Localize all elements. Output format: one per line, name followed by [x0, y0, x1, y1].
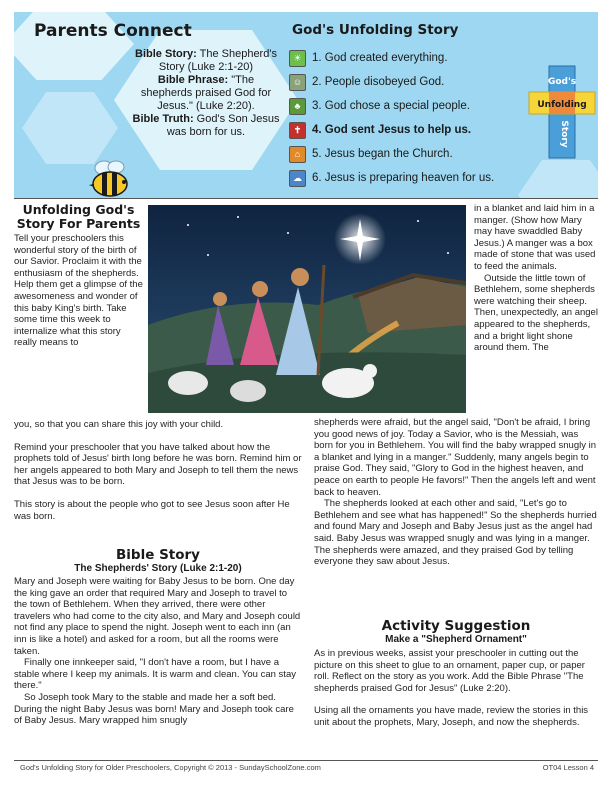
activity-paragraph: Using all the ornaments you have made, review the stories in this unit about the prophets, Mary, Joseph, and now the shepherds.: [314, 705, 589, 728]
story-paragraph: shepherds were afraid, but the angel said, "Don't be afraid, I bring you good news of joy. Today a Savior, who is the Messiah, was born for you in Bethlehem. You will find the baby wrapped snugly in a blanket and lying in a manger." Suddenly, many angels begin to praise God. They said, "Glory to God in the highest heaven, and peace on earth to people He favors!" Then the angels left and went back to heaven.: [314, 417, 597, 498]
lesson-code: OT04 Lesson 4: [542, 763, 594, 772]
story-step: [289, 94, 519, 118]
activity-text: [314, 648, 598, 740]
jesus-icon: ✝: [289, 122, 306, 139]
story-paragraph: Mary and Joseph were waiting for Baby Jesus to be born. One day the king gave an order that required Mary and Joseph to travel to the town of Bethlehem. When they arrived, there were other travelers who had come to the city also, and Mary and Joseph could not find any place to spend the night. Joseph went to each inn (an inn is like a hotel) and asked for a room, but all the rooms were taken.: [14, 576, 301, 657]
prophets-paragraph: Remind your preschooler that you have talked about how the prophets told of Jesus' birth long before he was born. Remind him or her angels appeared to both Mary and Joseph to tell them the news that Jesus was to be born.: [14, 441, 302, 488]
story-step: [289, 46, 519, 70]
parents-story-body: [14, 419, 302, 533]
tree-icon: ♣: [289, 98, 306, 115]
intro-paragraph-end: you, so that you can share this joy with your child.: [14, 419, 224, 430]
story-step: [289, 70, 519, 94]
bible-truth-label: Bible Truth:: [132, 113, 194, 125]
story-step-text: 1. God created everything.: [312, 52, 448, 64]
heaven-icon: ☁: [289, 170, 306, 187]
bible-story-heading-block: [14, 548, 302, 574]
story-paragraph: The shepherds looked at each other and said, "Let's go to Bethlehem and see what has happened!" So the shepherds hurried and found Mary and Joseph and Baby Jesus just as the angel had said. Baby Jesus was wrapped snugly and was lying in a manger. The shepherds were amazed, and they praised God by telling everyone they saw about Jesus.: [314, 498, 597, 568]
story-paragraph: So Joseph took Mary to the stable and made her a soft bed. During the night Baby Jesus was born! Mary and Joseph took care of Baby Jesus. Mary wrapped him snugly: [14, 691, 294, 727]
bible-story-label: Bible Story:: [135, 48, 197, 60]
story-paragraph: in a blanket and laid him in a manger. (Show how Mary may have swaddled Baby Jesus.) A manger was a box made of stone that was used to feed the animals.: [474, 203, 596, 272]
intro-paragraph: Tell your preschoolers this wonderful story of the birth of our Savior. Proclaim it with the enthusiasm of the shepherds. Help them get a glimpse of the awesomeness and wonder of this baby King's birth. Take some time this week to internalize what this story really means to: [14, 233, 143, 349]
cross-word-3: Story: [559, 120, 569, 148]
story-continued-top: [474, 203, 598, 354]
activity-heading: Activity Suggestion: [381, 618, 531, 634]
story-step: [289, 142, 519, 166]
parents-story-intro: [14, 203, 143, 349]
story-steps-list: [289, 46, 519, 190]
creation-icon: ☀: [289, 50, 306, 67]
bee-icon: [88, 160, 134, 200]
story-step-text: 4. God sent Jesus to help us.: [312, 124, 472, 136]
bible-story-subheading: The Shepherds' Story (Luke 2:1-20): [74, 563, 242, 574]
people-icon: ☺: [289, 74, 306, 91]
page-title: Parents Connect: [34, 21, 192, 41]
story-paragraph: Finally one innkeeper said, "I don't have a room, but I have a stable where I keep my animals. It is warm and clean. You can stay there.": [14, 657, 296, 692]
bible-story-heading: Bible Story: [116, 547, 200, 563]
story-step: [289, 166, 519, 190]
story-step-text: 5. Jesus began the Church.: [312, 148, 453, 160]
story-step-text: 6. Jesus is preparing heaven for us.: [312, 172, 495, 184]
unfolding-story-cross-logo: [527, 64, 597, 160]
footer-divider: [14, 760, 598, 761]
story-step-text: 2. People disobeyed God.: [312, 76, 445, 88]
bible-story-text: [14, 576, 302, 727]
church-icon: ⌂: [289, 146, 306, 163]
activity-subheading: Make a "Shepherd Ornament": [385, 634, 527, 645]
bible-phrase-text: "The shepherds praised God for Jesus." (Luke 2:20).: [140, 74, 272, 112]
bible-story-text: The Shepherd's Story (Luke 2:1-20): [158, 48, 277, 73]
unfolding-story-title: God's Unfolding Story: [292, 22, 459, 38]
story-step-text: 3. God chose a special people.: [312, 100, 470, 112]
hexagon-decor: [518, 160, 598, 198]
lesson-summary: [132, 48, 280, 139]
cross-word-1: God's: [547, 77, 577, 87]
cross-word-2: Unfolding: [537, 100, 587, 110]
bible-phrase-label: Bible Phrase:: [157, 74, 229, 86]
activity-heading-block: [314, 619, 598, 645]
shepherds-illustration: [148, 205, 466, 413]
copyright-notice: God's Unfolding Story for Older Preschoolers, Copyright © 2013 - SundaySchoolZone.com: [20, 763, 321, 772]
story-paragraph: Outside the little town of Bethlehem, some shepherds were watching their sheep. Then, unexpectedly, an angel appeared to the shepherds, and a bright light shone around them. The: [474, 272, 598, 354]
people-paragraph: This story is about the people who got to see Jesus soon after He was born.: [14, 498, 290, 522]
hexagon-decor: [22, 92, 118, 164]
activity-paragraph: As in previous weeks, assist your preschooler in cutting out the picture on this sheet to glue to an ornament, paper cup, or paper roll. Reflect on the story as you work. Add the Bible Phrase "The shepherds praised God for Jesus" (Luke 2:20).: [314, 648, 585, 694]
story-step-current: [289, 118, 519, 142]
bible-truth-text: God's Son Jesus was born for us.: [166, 113, 280, 138]
section-heading: Unfolding God's Story For Parents: [16, 202, 141, 231]
story-continued-bottom: [314, 417, 598, 568]
